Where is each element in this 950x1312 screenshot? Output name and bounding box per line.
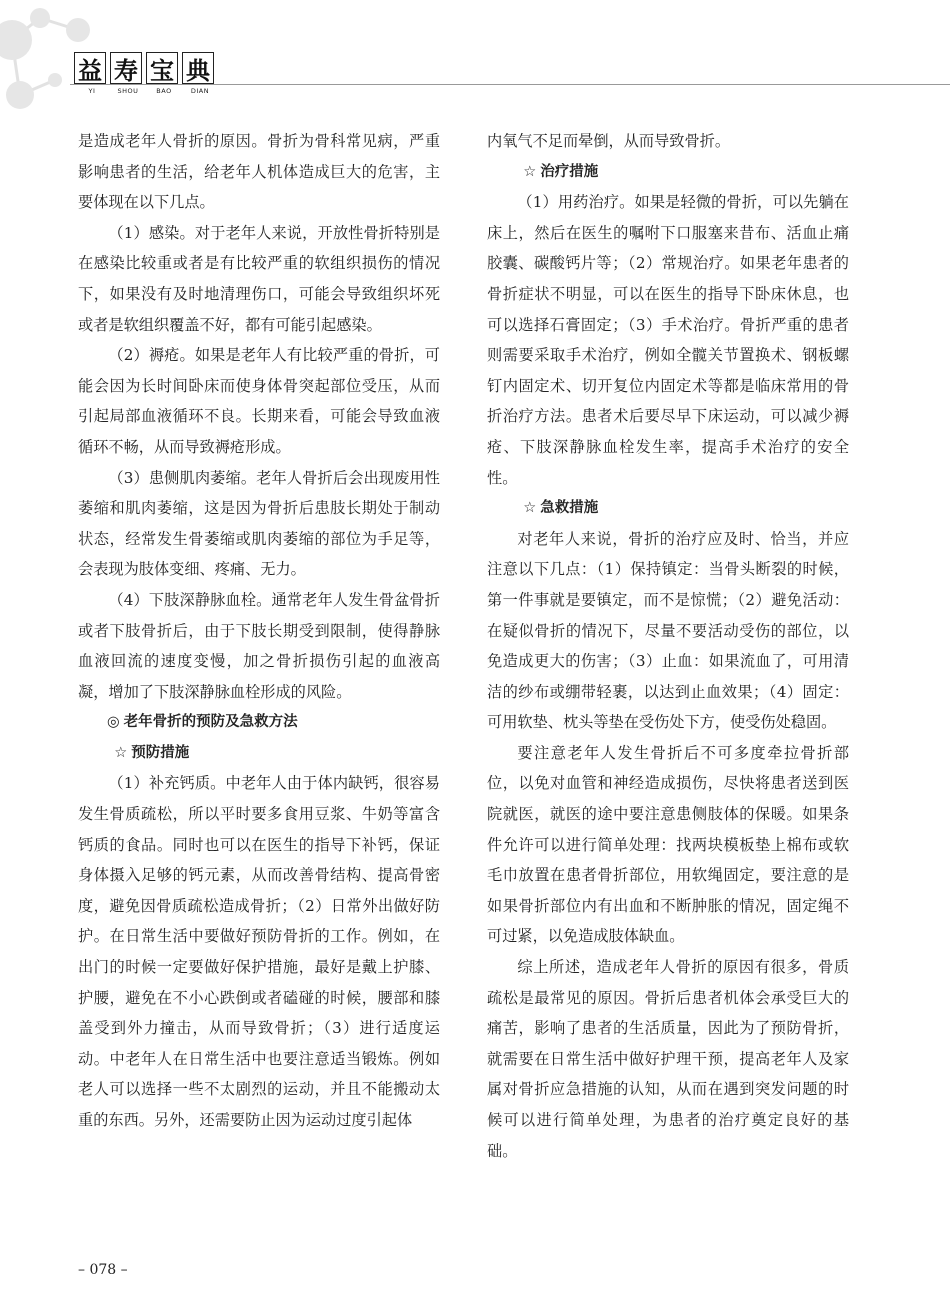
paragraph-muscle-atrophy: （3）患侧肌肉萎缩。老年人骨折后会出现废用性萎缩和肌肉萎缩，这是因为骨折后患肢长期处于制动状态，经常发生骨萎缩或肌肉萎缩的部位为手足等，会表现为肢体变细、疼痛、无力。: [78, 468, 440, 579]
logo-char: 宝: [146, 52, 178, 84]
logo-char: 益: [74, 52, 106, 84]
paragraph-prevention: （1）补充钙质。中老年人由于体内缺钙，很容易发生骨质疏松，所以平时要多食用豆浆、牛奶等富含钙质的食品。同时也可以在医生的指导下补钙，保证身体摄入足够的钙元素，从而改善骨结构、提高骨密度，避免因骨质疏松造成骨折；（2）日常外出做好防护。在日常生活中要做好预防骨折的工作。例如，在出门的时候一定要做好保护措施，最好是戴上护膝、护腰，避免在不小心跌倒或者磕碰的时候，腰部和膝盖受到外力撞击，从而导致骨折；（3）进行适度运动。中老年人在日常生活中也要注意适当锻炼。例如老人可以选择一些不太剧烈的运动，并且不能搬动太重的东西。另外，还需要防止因为运动过度引起体: [78, 774, 440, 1129]
star-bullet-icon: ☆: [523, 500, 537, 517]
paragraph-treatment: （1）用药治疗。如果是轻微的骨折，可以先躺在床上，然后在医生的嘱咐下口服塞来昔布、活血止痛胶囊、碳酸钙片等；（2）常规治疗。如果老年患者的骨折症状不明显，可以在医生的指导下卧床休息，也可以选择石膏固定；（3）手术治疗。骨折严重的患者则需要采取手术治疗，例如全髋关节置换术、钢板螺钉内固定术、切开复位内固定术等都是临床常用的骨折治疗方法。患者术后要尽早下床运动，可以减少褥疮、下肢深静脉血栓发生率，提高手术治疗的安全性。: [487, 193, 849, 487]
subsection-heading-text: 预防措施: [131, 744, 190, 761]
subsection-heading: [487, 157, 849, 188]
logo-pinyin: DIAN: [190, 87, 210, 95]
section-heading-text: 老年骨折的预防及急救方法: [123, 714, 298, 731]
circle-bullet-icon: ◎: [107, 714, 120, 731]
logo-char: 典: [182, 52, 214, 84]
paragraph-dvt: （4）下肢深静脉血栓。通常老年人发生骨盆骨折或者下肢骨折后，由于下肢长期受到限制，使得静脉血液回流的速度变慢，加之骨折损伤引起的血液高凝，增加了下肢深静脉血栓形成的风险。: [78, 590, 440, 701]
section-heading: [78, 707, 440, 738]
paragraph-bedsore: （2）褥疮。如果是老年人有比较严重的骨折，可能会因为长时间卧床而使身体骨突起部位受压，从而引起局部血液循环不良。长期来看，可能会导致血液循环不畅，从而导致褥疮形成。: [78, 346, 440, 456]
paragraph-infection: （1）感染。对于老年人来说，开放性骨折特别是在感染比较重或者是有比较严重的软组织损伤的情况下，如果没有及时地清理伤口，可能会导致组织坏死或者是软组织覆盖不好，都有可能引起感染。: [78, 223, 440, 334]
right-column: [487, 126, 849, 1166]
paragraph-conclusion: 综上所述，造成老年人骨折的原因有很多，骨质疏松是最常见的原因。骨折后患者机体会承受巨大的痛苦，影响了患者的生活质量，因此为了预防骨折，就需要在日常生活中做好护理干预，提高老年人及家属对骨折应急措施的认知，从而在遇到突发问题的时候可以进行简单处理，为患者的治疗奠定良好的基础。: [487, 958, 849, 1160]
star-bullet-icon: ☆: [523, 163, 537, 180]
logo-pinyin: BAO: [156, 87, 172, 95]
logo-pinyin: YI: [88, 87, 96, 95]
logo-char: 寿: [110, 52, 142, 84]
logo-pinyin: SHOU: [117, 87, 139, 95]
subsection-heading: [78, 738, 440, 769]
page-number: – 078 –: [78, 1262, 128, 1278]
book-logo: [74, 52, 218, 95]
paragraph-first-aid: 对老年人来说，骨折的治疗应及时、恰当，并应注意以下几点：（1）保持镇定：当骨头断裂的时候，第一件事就是要镇定，而不是惊慌；（2）避免活动：在疑似骨折的情况下，尽量不要活动受伤的部位，以免造成更大的伤害；（3）止血：如果流血了，可用清洁的纱布或绷带轻裹，以达到止血效果；（4）固定：可用软垫、枕头等垫在受伤处下方，使受伤处稳固。: [487, 529, 849, 732]
star-bullet-icon: ☆: [114, 744, 128, 761]
left-column: [78, 126, 440, 1136]
subsection-heading: [487, 493, 849, 524]
paragraph: 是造成老年人骨折的原因。骨折为骨科常见病，严重影响患者的生活，给老年人机体造成巨大的危害，主要体现在以下几点。: [78, 132, 440, 212]
paragraph-first-aid-handling: 要注意老年人发生骨折后不可多度牵拉骨折部位，以免对血管和神经造成损伤，尽快将患者送到医院就医，就医的途中要注意患侧肢体的保暖。如果条件允许可以进行简单处理：找两块模板垫上棉布或软毛巾放置在患者骨折部位，用软绳固定，要注意的是如果骨折部位内有出血和不断肿胀的情况，固定绳不可过紧，以免造成肢体缺血。: [487, 743, 849, 946]
paragraph: 内氧气不足而晕倒，从而导致骨折。: [487, 132, 730, 150]
subsection-heading-text: 治疗措施: [540, 163, 599, 180]
subsection-heading-text: 急救措施: [540, 500, 599, 517]
